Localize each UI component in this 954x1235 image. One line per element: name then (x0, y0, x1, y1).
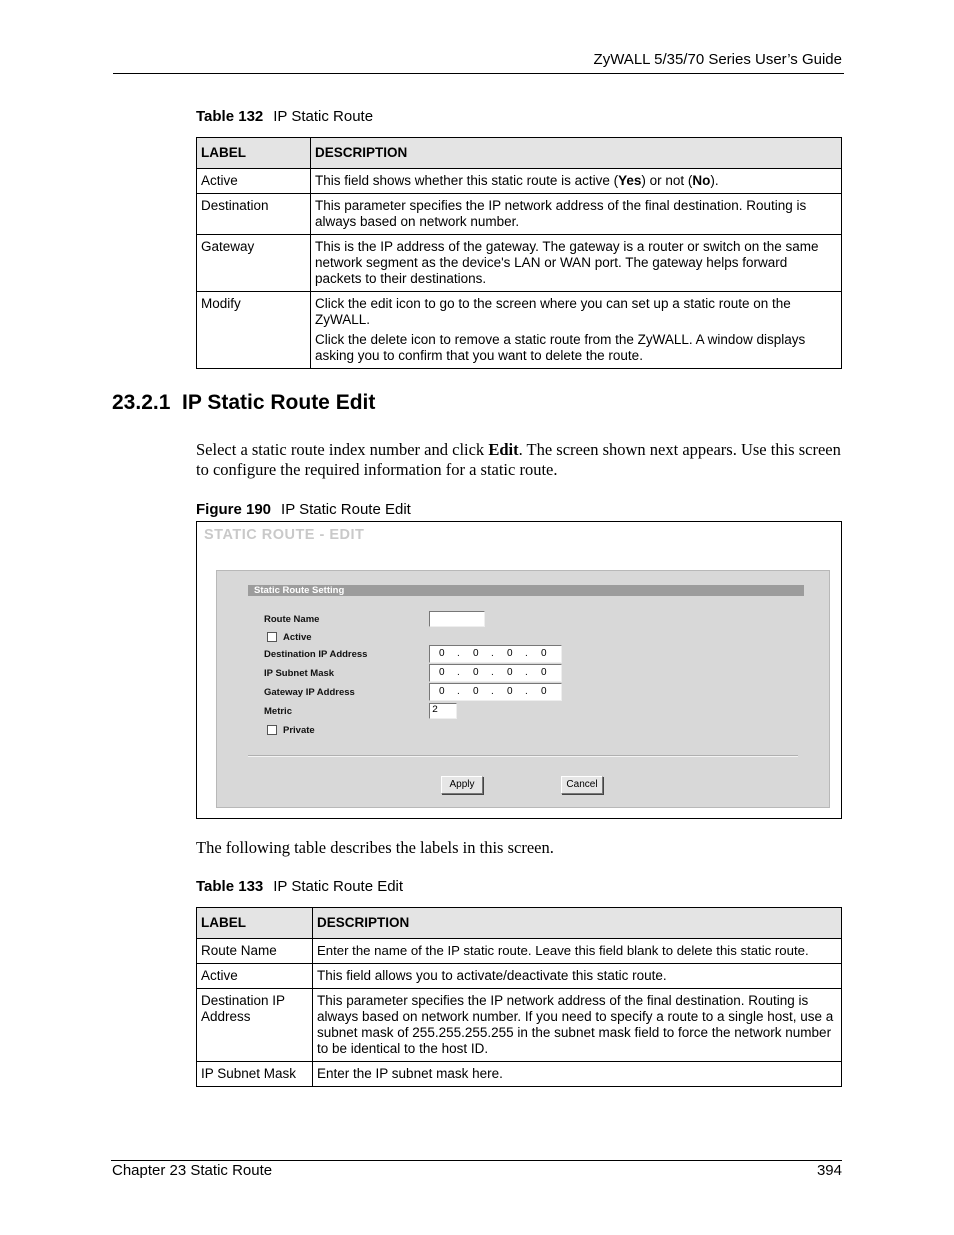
table-133-caption-title: IP Static Route Edit (273, 878, 404, 895)
table-row (197, 235, 842, 292)
para-text: Select a static route index number and click (196, 440, 489, 459)
table-row (197, 1062, 842, 1087)
metric-label: Metric (264, 706, 292, 717)
footer-rule (111, 1160, 842, 1161)
ip-dot: . (457, 667, 460, 678)
column-header-description: DESCRIPTION (313, 908, 842, 939)
desc-text: ). (710, 173, 719, 188)
figure-190-caption (196, 501, 411, 518)
running-header: ZyWALL 5/35/70 Series User’s Guide (593, 51, 842, 68)
screen-title: STATIC ROUTE - EDIT (204, 527, 365, 543)
table-header-row (197, 908, 842, 939)
table-132 (196, 137, 842, 369)
ip-octet: 0 (507, 648, 513, 659)
ip-octet: 0 (439, 648, 445, 659)
desc-bold-yes: Yes (618, 173, 642, 188)
row-description: Enter the IP subnet mask here. (313, 1062, 842, 1087)
ip-octet: 0 (473, 648, 479, 659)
row-description: This parameter specifies the IP network address of the final destination. Routing is always based on network number. If you need to specify a route to a single host, use a subnet mask of 255.255.255.255 in the subnet mask field to force the network number to be identical to the host ID. (313, 989, 842, 1062)
route-name-input[interactable] (429, 611, 485, 627)
ip-dot: . (491, 648, 494, 659)
row-label: Destination IP Address (197, 989, 313, 1062)
ip-dot: . (491, 667, 494, 678)
ip-dot: . (525, 648, 528, 659)
subnet-mask-label: IP Subnet Mask (264, 668, 335, 679)
panel-divider (248, 755, 798, 757)
section-heading: 23.2.1 IP Static Route Edit (112, 391, 376, 414)
ip-octet: 0 (507, 667, 513, 678)
column-header-label: LABEL (197, 908, 313, 939)
ip-octet: 0 (541, 648, 547, 659)
desc-paragraph: Click the edit icon to go to the screen where you can set up a static route on the ZyWALL. (315, 296, 791, 327)
column-header-description: DESCRIPTION (311, 138, 842, 169)
metric-input[interactable]: 2 (429, 703, 457, 719)
destination-ip-label: Destination IP Address (264, 649, 368, 660)
row-description: This parameter specifies the IP network address of the final destination. Routing is always based on network number. (311, 194, 842, 235)
active-label: Active (283, 632, 312, 643)
active-checkbox[interactable] (267, 632, 277, 642)
ip-octet: 0 (473, 686, 479, 697)
ip-octet: 0 (439, 686, 445, 697)
row-description (311, 169, 842, 194)
panel-title-bar: Static Route Setting (248, 585, 804, 596)
table-133-caption-number: Table 133 (196, 878, 264, 895)
row-label: Destination (197, 194, 311, 235)
ip-octet: 0 (507, 686, 513, 697)
destination-ip-input[interactable] (429, 645, 562, 663)
table-132-caption (196, 108, 373, 125)
table-header-row (197, 138, 842, 169)
row-label: Modify (197, 292, 311, 369)
desc-text: ) or not ( (641, 173, 693, 188)
figure-caption-number: Figure 190 (196, 501, 272, 518)
ip-octet: 0 (473, 667, 479, 678)
row-description: This is the IP address of the gateway. The gateway is a router or switch on the same network segment as the device's LAN or WAN port. The gateway helps forward packets to their destinations. (311, 235, 842, 292)
table-row (197, 292, 842, 369)
table-row (197, 169, 842, 194)
ip-dot: . (457, 648, 460, 659)
cancel-button[interactable]: Cancel (561, 776, 603, 794)
desc-paragraph: Click the delete icon to remove a static route from the ZyWALL. A window displays asking you to confirm that you want to delete the route. (315, 332, 806, 363)
row-description (311, 292, 842, 369)
desc-bold-no: No (692, 173, 711, 188)
row-description: This field allows you to activate/deactivate this static route. (313, 964, 842, 989)
table-row (197, 964, 842, 989)
row-description: Enter the name of the IP static route. Leave this field blank to delete this static route. (313, 939, 842, 964)
figure-caption-title: IP Static Route Edit (281, 501, 411, 518)
ip-dot: . (525, 667, 528, 678)
table-132-caption-title: IP Static Route (273, 108, 374, 125)
para-bold-edit: Edit (488, 440, 519, 459)
row-label: Active (197, 169, 311, 194)
following-paragraph: The following table describes the labels in this screen. (196, 838, 554, 857)
table-row (197, 939, 842, 964)
table-row (197, 989, 842, 1062)
apply-button[interactable]: Apply (441, 776, 483, 794)
gateway-ip-input[interactable] (429, 683, 562, 701)
column-header-label: LABEL (197, 138, 311, 169)
table-132-caption-number: Table 132 (196, 108, 264, 125)
ip-dot: . (491, 686, 494, 697)
row-label: Route Name (197, 939, 313, 964)
header-rule (113, 73, 844, 74)
table-133 (196, 907, 842, 1087)
table-row (197, 194, 842, 235)
footer-chapter: Chapter 23 Static Route (112, 1162, 273, 1179)
row-label: IP Subnet Mask (197, 1062, 313, 1087)
ip-octet: 0 (541, 667, 547, 678)
row-label: Gateway (197, 235, 311, 292)
ip-octet: 0 (439, 667, 445, 678)
row-label: Active (197, 964, 313, 989)
ip-dot: . (525, 686, 528, 697)
settings-panel (216, 570, 830, 808)
ip-dot: . (457, 686, 460, 697)
private-label: Private (283, 725, 315, 736)
desc-text: This field shows whether this static route is active ( (315, 173, 619, 188)
ip-octet: 0 (541, 686, 547, 697)
gateway-ip-label: Gateway IP Address (264, 687, 355, 698)
route-name-label: Route Name (264, 614, 320, 625)
private-checkbox[interactable] (267, 725, 277, 735)
figure-screenshot (196, 521, 842, 819)
para-text: . The screen shown next appears. Use this screen to configure the required information for a static route. (196, 440, 841, 479)
body-paragraph (196, 440, 842, 480)
subnet-mask-input[interactable] (429, 664, 562, 682)
footer-page-number: 394 (816, 1162, 842, 1179)
table-133-caption (196, 878, 403, 895)
